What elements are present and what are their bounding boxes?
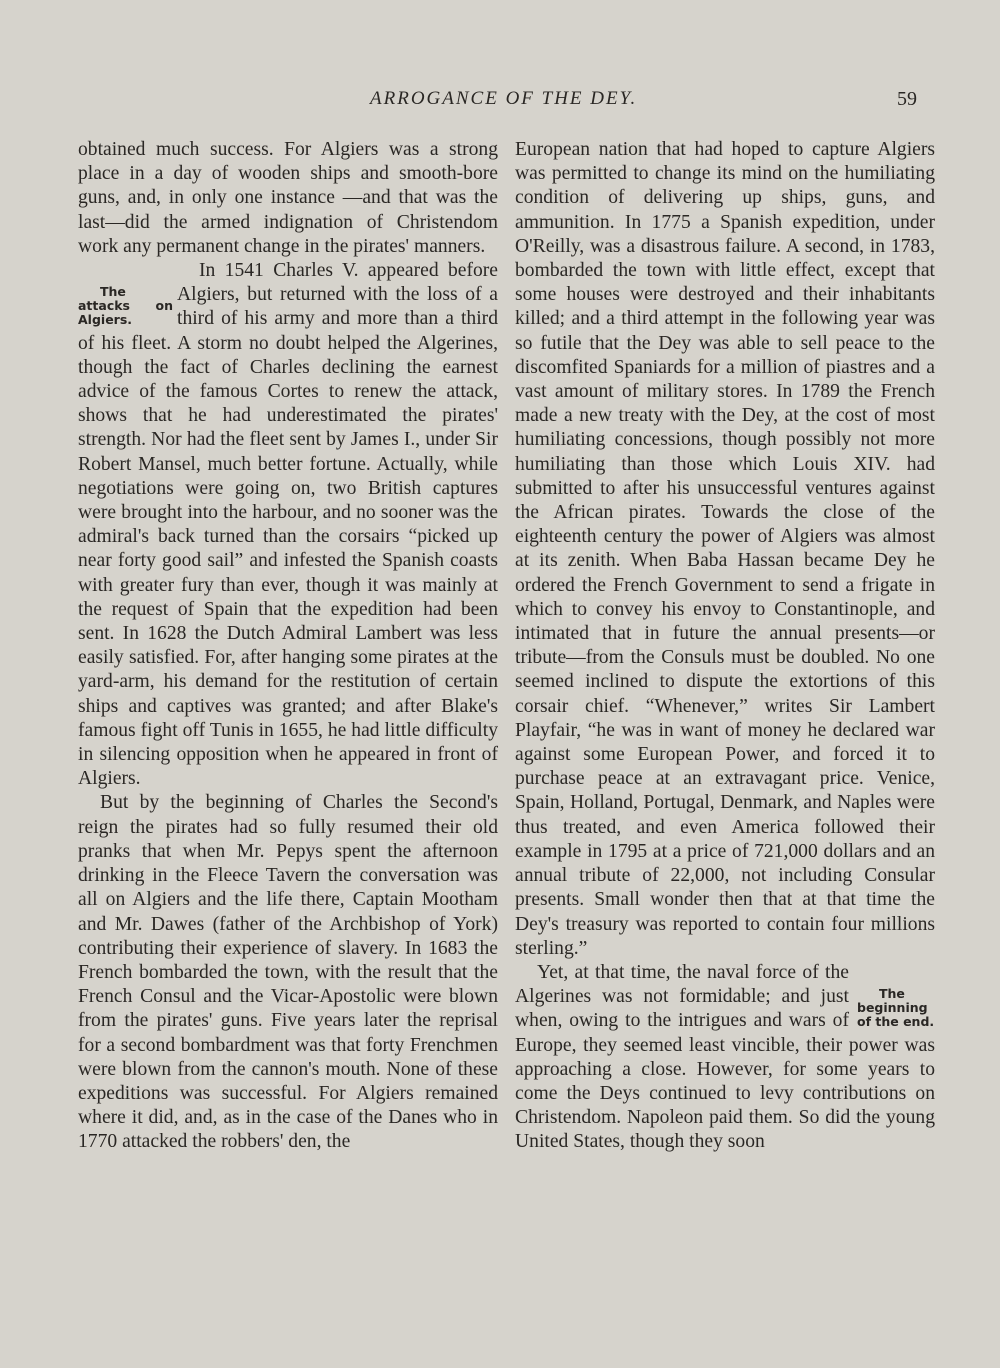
running-head: ARROGANCE OF THE DEY. [370, 88, 638, 109]
page-number: 59 [897, 88, 917, 110]
paragraph: European nation that had hoped to capture Algiers was permitted to change its mind on the humiliating condition of delivering up ships, guns, and ammunition. In 1775 a Spanish expedition, under O'Reilly, was a disastrous failure. A second, in 1783, bombarded the town with little effect, except that some houses were destroyed and their inhabitants killed; and a third attempt in the following year was so futile that the Dey was able to sell peace to the discomfited Spaniards for a million of piastres and a vast amount of military stores. In 1789 the French made a new treaty with the Dey, at the cost of most humiliating concessions, though possibly not more humiliating than those which Louis XIV. had submitted to after his unsuccessful ventures against the African pirates. Towards the close of the eighteenth century the power of Algiers was almost at its zenith. When Baba Hassan became Dey he ordered the French Government to send a frigate in which to convey his envoy to Constantinople, and intimated that in future the annual presents—or tribute—from the Consuls must be doubled. No one seemed inclined to dispute the extortions of this corsair chief. “Whenever,” writes Sir Lambert Playfair, “he was in want of money he declared war against some European Power, and forced it to purchase peace at an extravagant price. Venice, Spain, Holland, Portugal, Denmark, and Naples were thus treated, and even America followed their example in 1795 at a price of 721,000 dollars and an annual tribute of 22,000, not including Consular presents. Small wonder then that at that time the Dey's treasury was reported to contain four millions sterling.” [515, 139, 935, 959]
paragraph: But by the beginning of Charles the Second's reign the pirates had so fully resumed their old pranks that when Mr. Pepys spent the afternoon drinking in the Fleece Tavern the conversation was all on Algiers and the life there, Captain Mootham and Mr. Dawes (father of the Archbishop of York) contributing their experience of slavery. In 1683 the French bombarded the town, with the result that the French Consul and the Vicar-Apostolic were blown from the pirates' guns. Five years later the reprisal for a second bombardment was that forty Frenchmen were blown from the cannon's mouth. None of these expeditions was successful. For Algiers remained where it did, and, as in the case of the Danes who in 1770 attacked the robbers' den, the [78, 792, 498, 1153]
margin-note: The beginning of the end. [857, 985, 935, 1029]
paragraph-text: In 1541 Charles V. appeared before Algiers, but returned with the loss of a third of his army and more than a third of his fleet. A storm no doubt helped the Algerines, though the fact of Charles declining the earnest advice of the famous Cortes to renew the attack, shows that he had underestimated the pirates' strength. Nor had the fleet sent by James I., under Sir Robert Mansel, much better fortune. Actually, while negotiations were going on, two British captures were brought into the harbour, and no sooner was the admiral's back turned than the corsairs “picked up near forty good sail” and infested the Spanish coasts with greater fury than ever, though it was mainly at the request of Spain that the expedition had been sent. In 1628 the Dutch Admiral Lambert was less easily satisfied. For, after hanging some pirates at the yard-arm, his demand for the restitution of certain ships and captives was granted; and after Blake's famous fight off Tunis in 1655, he had little difficulty in silencing opposition when he appeared in front of Algiers. [78, 260, 498, 790]
left-column [78, 138, 498, 1155]
paragraph-text: Yet, at that time, the naval force of the Algerines was not formidable; and just when, owing to the intrigues and wars of Europe, they seemed least vincible, their power was approaching a close. However, for some years to come the Deys continued to levy contributions on Christendom. Napoleon paid them. So did the young United States, though they soon [515, 961, 935, 1153]
paragraph [515, 961, 935, 1155]
margin-note: The attacks on Algiers. [78, 284, 173, 328]
paragraph [78, 259, 498, 791]
paragraph: obtained much success. For Algiers was a strong place in a day of wooden ships and smooth-bore guns, and, in only one instance —and that was the last—did the armed indignation of Christendom work any permanent change in the pirates' manners. [78, 139, 498, 257]
right-column [515, 138, 935, 1155]
